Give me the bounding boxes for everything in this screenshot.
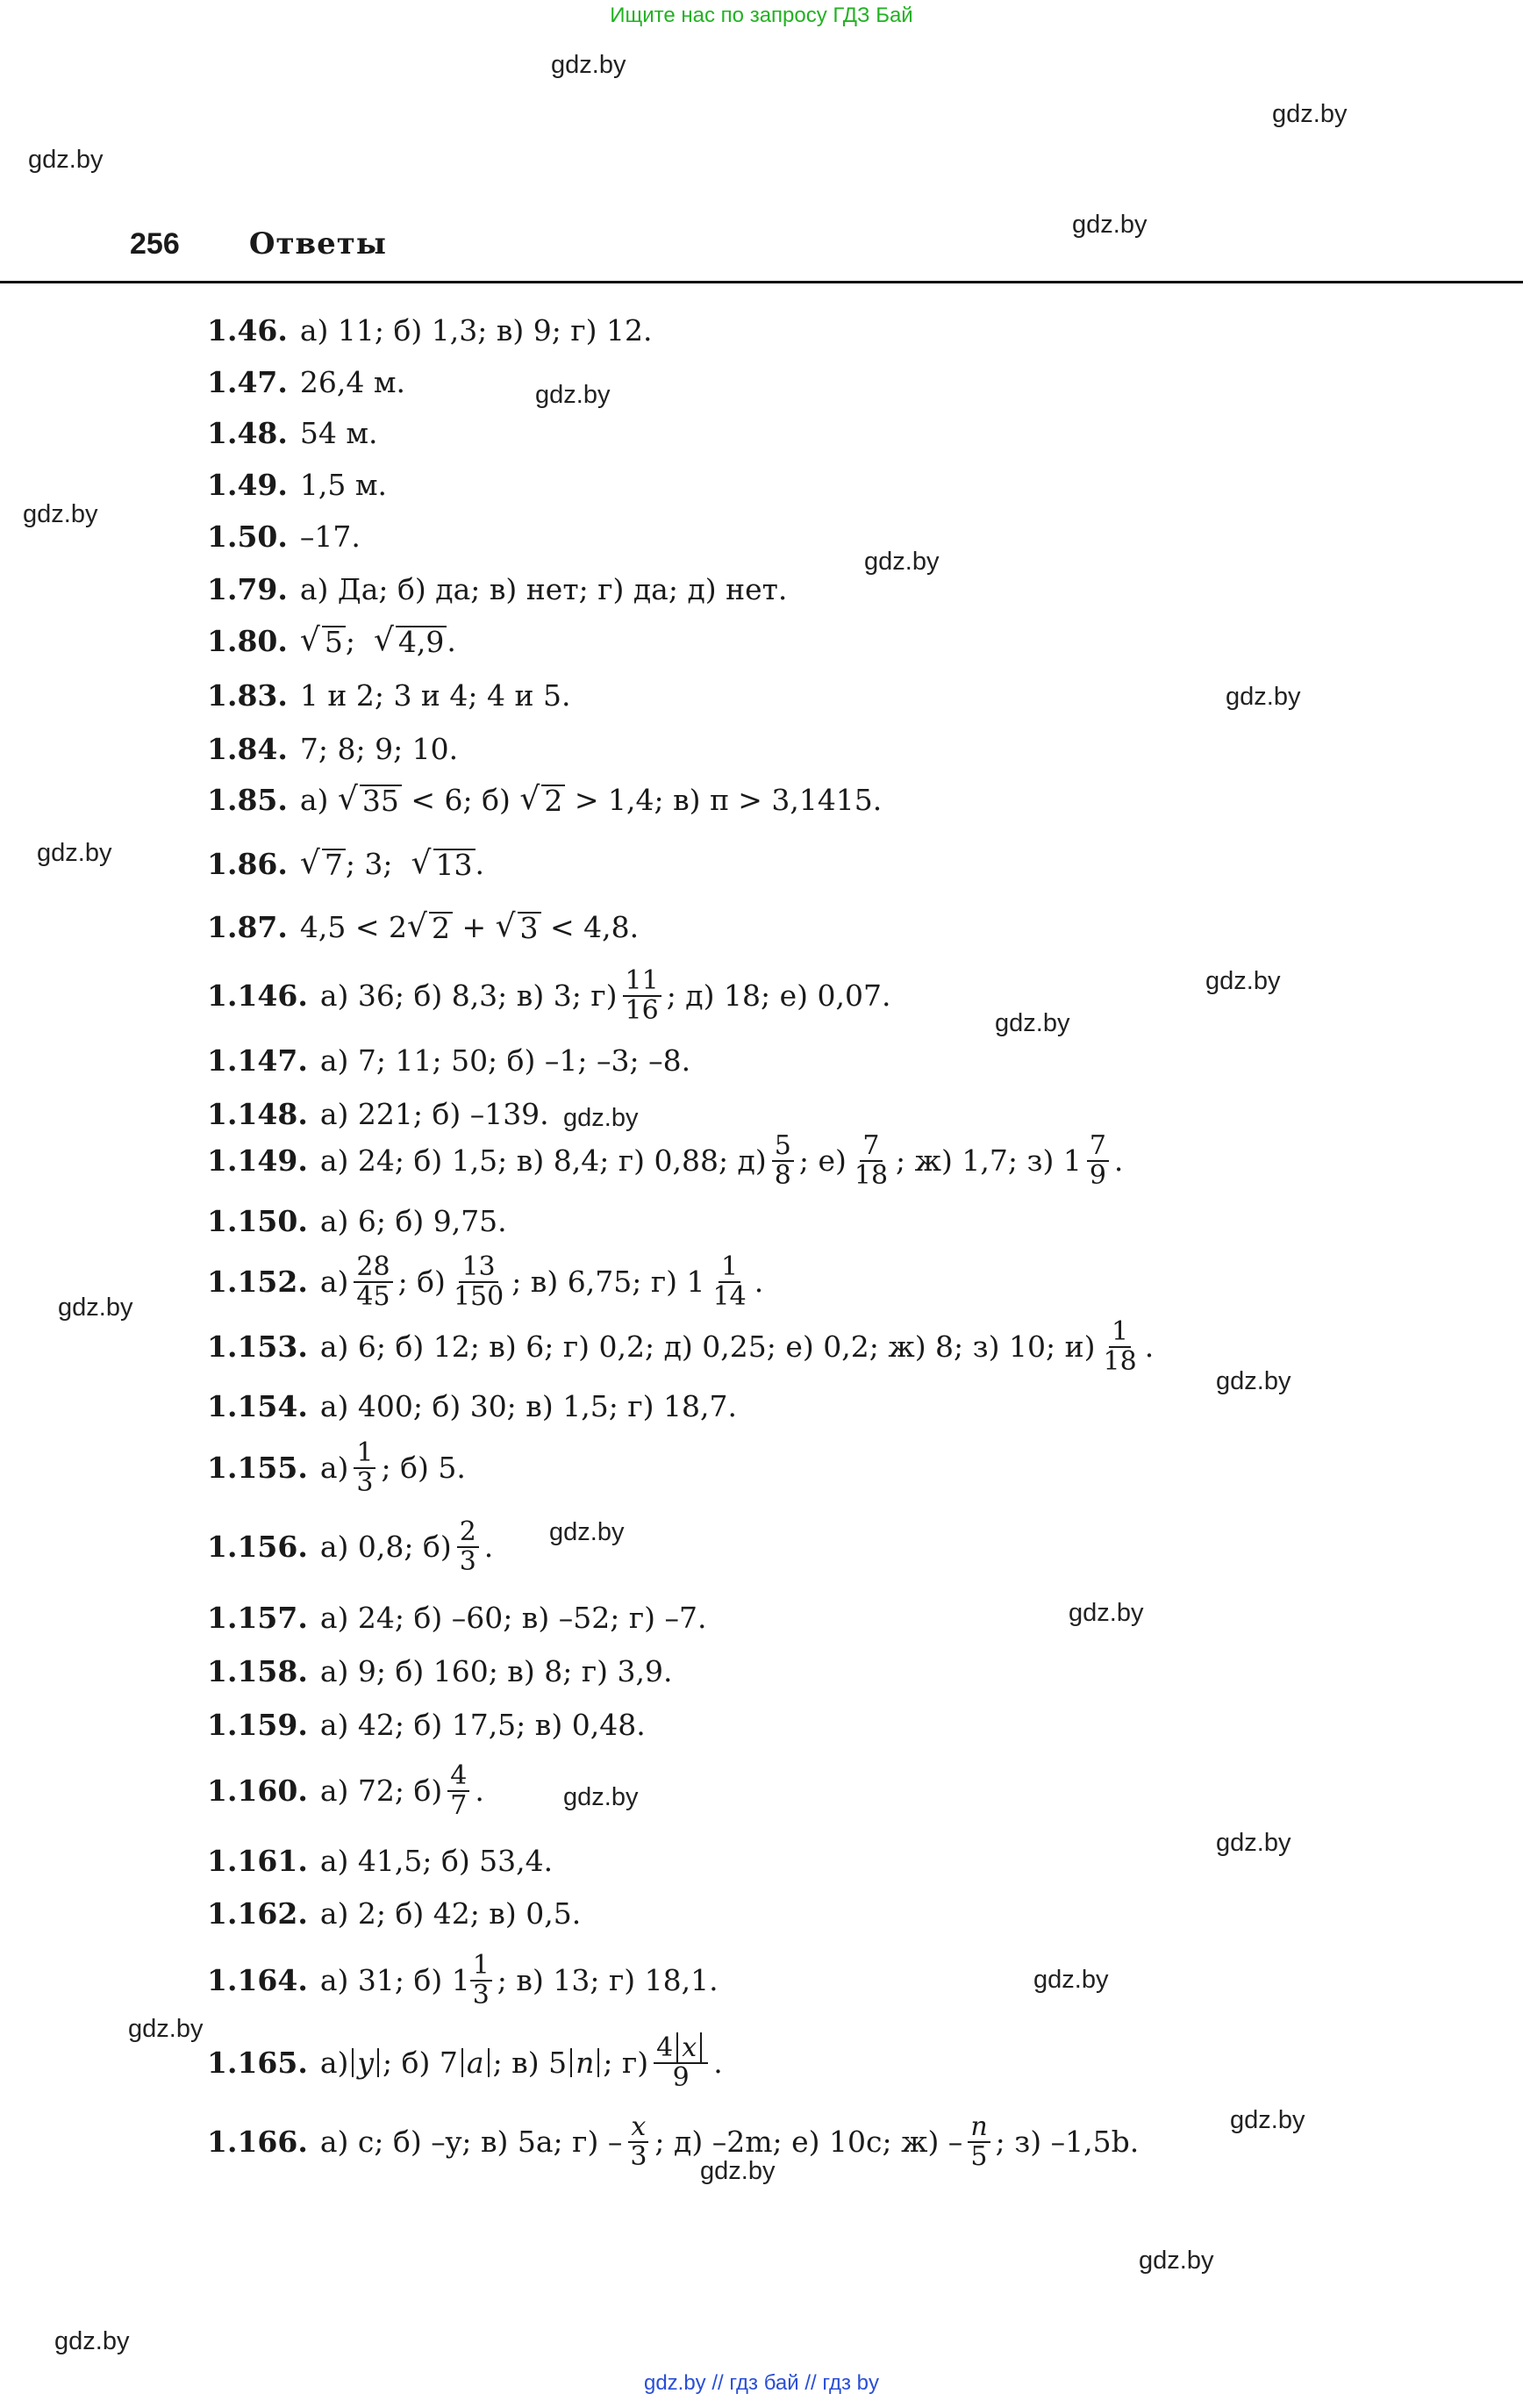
answer-number: 1.148.	[207, 1097, 308, 1131]
answer-text: < 6; б)	[411, 782, 511, 817]
watermark: gdz.by	[864, 548, 940, 576]
answer-number: 1.48.	[207, 416, 288, 450]
watermark: gdz.by	[1069, 1599, 1144, 1627]
denominator: 45	[356, 1280, 390, 1312]
watermark: gdz.by	[700, 2157, 776, 2185]
answer-item	[207, 1708, 646, 1742]
answer-number: 1.49.	[207, 468, 288, 502]
answer-item	[207, 468, 388, 502]
watermark: gdz.by	[128, 2015, 204, 2043]
answer-number: 1.156.	[207, 1530, 308, 1564]
answer-item	[207, 1204, 507, 1238]
answer-text: а) 11; б) 1,3; в) 9; г) 12.	[299, 313, 653, 348]
answer-text: а)	[319, 1451, 349, 1485]
sqrt-sign: √	[299, 845, 320, 881]
denominator: 14	[712, 1280, 747, 1312]
page-header	[130, 226, 387, 262]
denominator: 3	[630, 2140, 647, 2172]
watermark: gdz.by	[1033, 1966, 1109, 1994]
fraction	[470, 1952, 492, 2009]
answer-text: ; е)	[798, 1143, 847, 1178]
answer-number: 1.160.	[207, 1774, 308, 1808]
answer-number: 1.147.	[207, 1043, 308, 1078]
answer-text: ; д) 18; е) 0,07.	[666, 978, 891, 1013]
answer-item	[207, 1318, 1154, 1375]
numerator: 1	[719, 1253, 740, 1283]
watermark: gdz.by	[563, 1783, 639, 1811]
radicand: 2	[541, 785, 565, 815]
numerator	[654, 2034, 708, 2064]
answer-text: ; в) 13; г) 18,1.	[497, 1963, 719, 1997]
answer-text: 1 и 2; 3 и 4; 4 и 5.	[299, 678, 571, 713]
numerator: 7	[1087, 1132, 1109, 1162]
answer-text: а) 24; б) –60; в) –52; г) –7.	[319, 1601, 707, 1635]
answer-number: 1.79.	[207, 572, 288, 606]
answer-text: а) 0,8; б)	[319, 1530, 452, 1564]
answer-text: а)	[319, 1265, 349, 1299]
answer-item	[207, 1389, 737, 1423]
answer-number: 1.87.	[207, 909, 288, 944]
footer-links[interactable]: gdz.by // гдз бай // гдз by	[643, 2371, 880, 2395]
sqrt-sign: √	[299, 622, 320, 658]
absolute-value: y	[352, 2048, 379, 2077]
answer-number: 1.85.	[207, 782, 288, 817]
answer-number: 1.83.	[207, 678, 288, 713]
answer-number: 1.153.	[207, 1329, 308, 1364]
fraction	[354, 1253, 392, 1310]
denominator: 9	[672, 2061, 690, 2093]
answer-number: 1.46.	[207, 313, 288, 348]
answer-text: а) 41,5; б) 53,4.	[319, 1844, 554, 1878]
watermark: gdz.by	[549, 1518, 625, 1546]
fraction	[623, 967, 661, 1024]
answer-text: .	[1144, 1329, 1155, 1364]
radicand: 4,9	[396, 626, 447, 656]
numerator: 1	[354, 1439, 375, 1469]
sqrt-sign: √	[495, 908, 516, 944]
answer-item	[207, 732, 459, 766]
answer-text: 1,5 м.	[299, 468, 388, 502]
answer-item	[207, 1132, 1123, 1189]
watermark: gdz.by	[1205, 967, 1281, 995]
answer-text: а) 6; б) 9,75.	[319, 1204, 507, 1238]
answer-text: ;	[345, 623, 355, 658]
numerator: 4	[447, 1762, 469, 1792]
answer-item	[207, 1097, 549, 1131]
answer-text: ; 3;	[345, 846, 393, 881]
answer-text: < 4,8.	[550, 909, 640, 944]
numerator: 2	[457, 1518, 479, 1548]
watermark: gdz.by	[58, 1294, 133, 1322]
answer-item	[207, 967, 890, 1024]
fraction	[711, 1253, 749, 1310]
numerator: 28	[354, 1253, 392, 1283]
numerator: 7	[860, 1132, 882, 1162]
answer-text: .	[475, 846, 484, 881]
radicand: 5	[322, 626, 346, 656]
radicand: 3	[518, 912, 541, 942]
answer-text: > 1,4; в) π > 3,1415.	[574, 782, 883, 817]
watermark: gdz.by	[37, 839, 112, 867]
answer-text: +	[461, 909, 487, 944]
fraction	[968, 2113, 990, 2170]
answer-text: а) 42; б) 17,5; в) 0,48.	[319, 1708, 646, 1742]
sqrt-sign: √	[519, 781, 540, 817]
denominator: 3	[472, 1979, 490, 2010]
answer-item	[207, 1762, 484, 1819]
denominator: 3	[356, 1466, 374, 1498]
answer-text: .	[713, 2046, 723, 2080]
sqrt-sign: √	[373, 622, 394, 658]
page-number: 256	[130, 227, 180, 261]
answer-text: а) c; б) –y; в) 5a; г) –	[319, 2125, 623, 2159]
answer-text: а) 2; б) 42; в) 0,5.	[319, 1896, 582, 1931]
answer-text: .	[754, 1265, 764, 1299]
absolute-value: n	[570, 2048, 599, 2077]
answer-text: .	[447, 623, 456, 658]
fraction	[457, 1518, 479, 1575]
answer-text: 7; 8; 9; 10.	[299, 732, 459, 766]
answer-text: 26,4 м.	[299, 365, 405, 399]
watermark: gdz.by	[535, 381, 611, 409]
denominator: 18	[854, 1159, 889, 1191]
watermark: gdz.by	[1139, 2247, 1214, 2275]
search-promo-text: Ищите нас по запросу ГДЗ Бай	[610, 4, 913, 27]
answer-item	[207, 845, 484, 882]
answer-number: 1.152.	[207, 1265, 308, 1299]
radicand: 13	[433, 849, 475, 879]
numerator: 1	[470, 1952, 492, 1982]
answer-number: 1.150.	[207, 1204, 308, 1238]
radicand: 7	[322, 849, 346, 879]
watermark: gdz.by	[1072, 211, 1148, 239]
fraction	[852, 1132, 890, 1189]
fraction	[447, 1762, 469, 1819]
answer-item	[207, 572, 788, 606]
answer-number: 1.80.	[207, 623, 288, 658]
answer-number: 1.47.	[207, 365, 288, 399]
answer-text: ; в) 5	[492, 2046, 568, 2080]
denominator: 16	[625, 994, 659, 1026]
answer-number: 1.146.	[207, 978, 308, 1013]
answer-text: ; б) 7	[383, 2046, 458, 2080]
numerator: 5	[772, 1132, 794, 1162]
answer-item	[207, 1043, 691, 1078]
answer-item	[207, 1518, 493, 1575]
answer-text: а) 400; б) 30; в) 1,5; г) 18,7.	[319, 1389, 737, 1423]
watermark: gdz.by	[1226, 683, 1301, 711]
absolute-value: a	[461, 2048, 490, 2077]
answer-number: 1.154.	[207, 1389, 308, 1423]
watermark: gdz.by	[1216, 1367, 1291, 1395]
answer-text: а) 72; б)	[319, 1774, 443, 1808]
answer-text: –17.	[299, 520, 361, 554]
answer-item	[207, 678, 571, 713]
answer-text: .	[475, 1774, 484, 1808]
answer-number: 1.165.	[207, 2046, 308, 2080]
answer-item	[207, 1253, 763, 1310]
answer-item	[207, 520, 361, 554]
watermark: gdz.by	[1272, 100, 1348, 128]
answer-number: 1.158.	[207, 1654, 308, 1688]
radicand: 2	[429, 912, 453, 942]
answer-text: ; з) –1,5b.	[995, 2125, 1140, 2159]
answer-number: 1.164.	[207, 1963, 308, 1997]
answer-item	[207, 622, 456, 659]
header-divider	[0, 281, 1523, 283]
fraction	[654, 2034, 708, 2091]
answer-item	[207, 313, 653, 348]
answer-item	[207, 1844, 554, 1878]
answer-item	[207, 1896, 582, 1931]
fraction	[451, 1253, 506, 1310]
answer-text: а) Да; б) да; в) нет; г) да; д) нет.	[299, 572, 788, 606]
page-title: Ответы	[248, 226, 387, 262]
numerator: 1	[1109, 1318, 1131, 1348]
answer-number: 1.162.	[207, 1896, 308, 1931]
watermark: gdz.by	[23, 500, 98, 528]
answer-text: 54 м.	[299, 416, 378, 450]
watermark: gdz.by	[551, 51, 626, 79]
sqrt-sign: √	[406, 908, 427, 944]
answer-text: а) 221; б) –139.	[319, 1097, 549, 1131]
answer-item	[207, 365, 405, 399]
answer-number: 1.50.	[207, 520, 288, 554]
answer-text: а) 7; 11; 50; б) –1; –3; –8.	[319, 1043, 691, 1078]
answer-text: а)	[299, 782, 329, 817]
answer-text: .	[483, 1530, 494, 1564]
answer-number: 1.155.	[207, 1451, 308, 1485]
answer-item	[207, 781, 883, 818]
denominator: 7	[450, 1789, 468, 1821]
denominator: 9	[1089, 1159, 1106, 1191]
sqrt-sign: √	[411, 845, 432, 881]
numerator-coefficient: 4	[656, 2032, 674, 2063]
answer-text: ; в) 6,75; г) 1	[511, 1265, 705, 1299]
watermark: gdz.by	[28, 146, 104, 174]
answer-item	[207, 908, 640, 945]
answer-item	[207, 2034, 723, 2091]
numerator: 13	[459, 1253, 497, 1283]
answer-text: а) 36; б) 8,3; в) 3; г)	[319, 978, 618, 1013]
fraction	[1101, 1318, 1140, 1375]
answer-text: а) 9; б) 160; в) 8; г) 3,9.	[319, 1654, 673, 1688]
answer-number: 1.149.	[207, 1143, 308, 1178]
answer-text: ; г)	[603, 2046, 649, 2080]
denominator: 150	[453, 1280, 504, 1312]
answer-number: 1.159.	[207, 1708, 308, 1742]
answer-text: .	[1113, 1143, 1124, 1178]
watermark: gdz.by	[1216, 1829, 1291, 1857]
watermark: gdz.by	[1230, 2106, 1305, 2134]
watermark: gdz.by	[995, 1009, 1070, 1037]
answer-text: ; д) –2m; е) 10c; ж) –	[654, 2125, 963, 2159]
answer-text: а)	[319, 2046, 349, 2080]
watermark: gdz.by	[563, 1104, 639, 1132]
fraction	[354, 1439, 375, 1496]
answer-number: 1.157.	[207, 1601, 308, 1635]
answer-item	[207, 1654, 673, 1688]
numerator: 11	[623, 967, 661, 997]
denominator: 3	[459, 1545, 476, 1577]
radicand: 35	[360, 785, 402, 815]
answer-number: 1.86.	[207, 846, 288, 881]
fraction	[772, 1132, 794, 1189]
answer-number: 1.84.	[207, 732, 288, 766]
denominator: 8	[774, 1159, 791, 1191]
fraction	[1087, 1132, 1109, 1189]
answer-item	[207, 1601, 707, 1635]
answer-text: ; б)	[397, 1265, 446, 1299]
answer-number: 1.161.	[207, 1844, 308, 1878]
absolute-value: x	[676, 2032, 702, 2063]
answer-number: 1.166.	[207, 2125, 308, 2159]
answer-text: а) 24; б) 1,5; в) 8,4; г) 0,88; д)	[319, 1143, 767, 1178]
answer-item	[207, 1952, 719, 2009]
answer-text: 4,5 < 2	[299, 909, 407, 944]
answer-text: а) 6; б) 12; в) 6; г) 0,2; д) 0,25; е) 0,2; ж) 8; з) 10; и)	[319, 1329, 1096, 1364]
denominator: 18	[1103, 1345, 1137, 1377]
numerator: n	[968, 2113, 990, 2143]
fraction	[627, 2113, 649, 2170]
answer-text: ; ж) 1,7; з) 1	[896, 1143, 1082, 1178]
watermark: gdz.by	[54, 2327, 130, 2355]
answer-text: ; б) 5.	[381, 1451, 466, 1485]
answer-item	[207, 1439, 466, 1496]
answer-text: а) 31; б) 1	[319, 1963, 470, 1997]
answer-item	[207, 2113, 1139, 2170]
sqrt-sign: √	[337, 781, 358, 817]
denominator: 5	[970, 2140, 988, 2172]
numerator: x	[628, 2113, 648, 2143]
answer-item	[207, 416, 378, 450]
